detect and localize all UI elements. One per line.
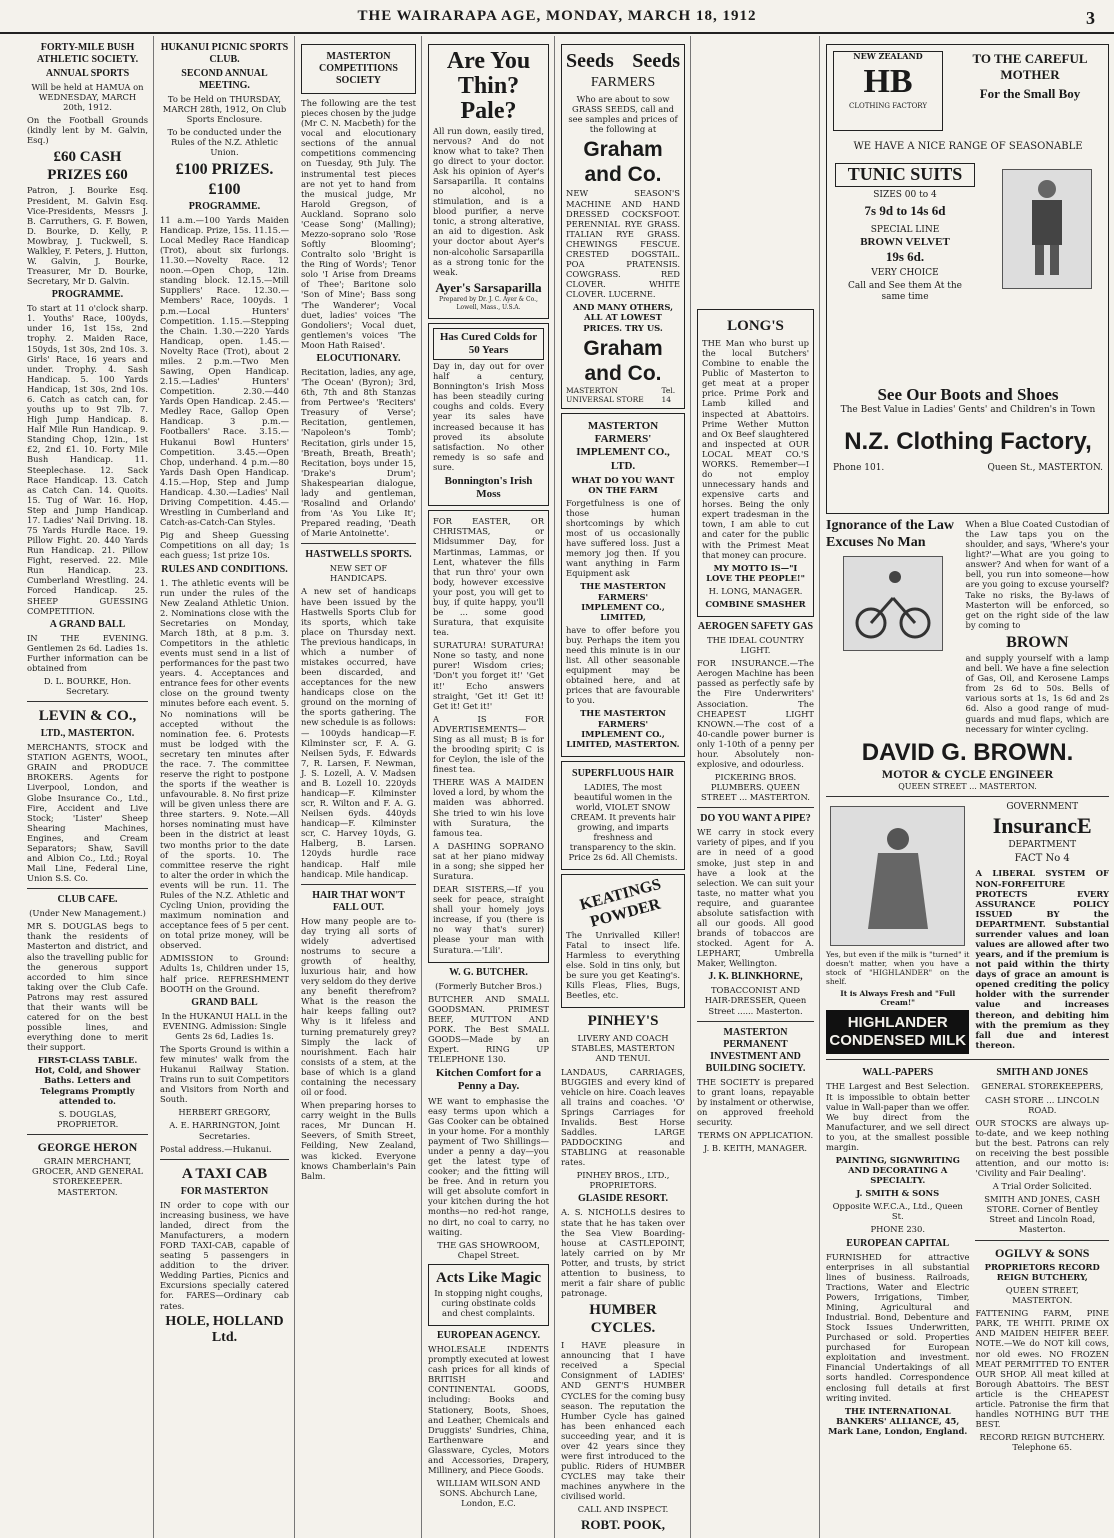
tunic-sizes: SIZES 00 to 4 [873,189,937,200]
graham-tel: Tel. 14 [661,385,676,404]
hukanui-prize: £100 PRIZES. £100 [175,161,274,198]
elocution-title: ELOCUTIONARY. [316,352,401,364]
cyclist-illustration [843,556,943,651]
column-1 [22,36,154,1538]
gas-body: WE want to emphasise the easy terms upon which a Gas Cooker can be obtained in your home. For a monthly payment of Two Shillings—under a penny a day—you get the latest type of cooker; and the fitting will be free. And in return you will get absolute comfort in your kitchen during the hot months—no red-hot range, no dirt, no coal to carry, no waiting. [428,1095,549,1237]
gas-sign: THE GAS SHOWROOM, Chapel Street. [437,1239,540,1260]
long-combine: COMBINE SMASHER [705,598,806,609]
tunic-price: 7s 9d to 14s 6d [864,203,946,219]
smith-body: OUR STOCKS are always up-to-date, and we keep nothing but the best. Patrons can rely on receiving the best possible attention, and our motto is: 'Civility and Fair Dealing'. [975,1117,1109,1179]
smith-sign: SMITH AND JONES, CASH STORE. Corner of Bentley Street and Lincoln Road, Masterton. [984,1194,1101,1235]
humber-title: HUMBER CYCLES. [589,1302,657,1337]
building-society-terms: TERMS ON APPLICATION. [697,1130,814,1140]
pinhey-title: PINHEY'S [587,1013,659,1030]
smith-title: SMITH AND JONES [996,1067,1089,1079]
glaside-title: GLASIDE RESORT. [577,1193,669,1205]
humber-sign: ROBT. POOK, [581,1517,665,1533]
brown-velvet: BROWN VELVET [860,235,950,248]
ayer-body: All run down, easily tired, nervous? And do not know what to take? Then go direct to your doctor. Ask his opinion of Ayer's Sarsaparilla. It contains no alcohol, no stimulation, and is a blood purifier, a nerve tonic, a strong alterative, an aid to digestion. Ask your doctor about Ayer's non-alcoholic Sarsaparilla as a strong tonic for the weak. [433,125,544,277]
keatings-title: KEATINGS POWDER [578,876,663,932]
hukanui-admission: ADMISSION to Ground: Adults 1s, Children under 15, half price. REFRESHMENT BOOTH on the Ground. [160,953,289,994]
levin-body: MERCHANTS, STOCK and STATION AGENTS, WOOL, GRAIN and PRODUCE BROKERS. Agents for Liverpool, London, and Globe Insurance Co., Ltd., Fire, Accident and Live Stock; 'Lister' Sheep Shearing Machines, Engines, and Cream Separators; Shaw, Savill and Albion Co., Ltd.; Royal Mail Line, Federal Line, Union S.S. Co. [27,742,148,884]
column-3 [296,36,422,1538]
divider [27,1134,148,1135]
blinkhorne-title: J. K. BLINKHORNE, [708,971,803,983]
hastwells-body: A new set of handicaps have been issued by the Hastwells Sports Club for its sports, which take place on Thursday next. The previous handicaps, in which a number of mistakes occurred, have been discarded, and acceptances for the new handicaps close on the ground on the morning of the sports gathering. The new schedule is as follows:— 100yds handicap—F. Kilminster scr, F. A. G. Neilsen 5yds, F. Edwards 7, R. Larsen, F. Newman, J. S. Lozell, A. V. Madsen and B. Lozell 10. 220yds handicap—F. Kilminster scr, R. Wilton and F. A. G. Neilsen 6yds. 440yds handicap—F. Kilminster scr, C. Harvey 10yds, G. Halberg, B. Larsen. 120yds hurdle race handicap. Half mile handicap. Mile handicap. [301,586,416,879]
boots-sub: The Best Value in Ladies' Gents' and Children's in Town [840,405,1096,416]
pipe-title: DO YOU WANT A PIPE? [700,813,811,825]
magic-body: In stopping night coughs, curing obstinate colds and chest complaints. [434,1287,543,1318]
pinhey-sign: PINHEY BROS., LTD., PROPRIETORS. [576,1170,670,1191]
heron-body: GRAIN MERCHANT, GROCER, AND GENERAL STOREKEEPER. MASTERTON. [32,1156,143,1197]
ignorance-title: Ignorance of the Law Excuses No Man [826,518,954,550]
long-motto: MY MOTTO IS—"I LOVE THE PEOPLE!" [706,562,805,583]
divider [27,888,148,889]
woman-milk-icon [848,821,948,931]
building-society-sign: J. B. KEITH, MANAGER. [703,1143,808,1154]
hukanui-programme-title: PROGRAMME. [188,200,261,212]
advertisements-text: A IS FOR ADVERTISEMENTS—Sing as all must; B is for the brooding spirit; C is for Ceylon, the isle of the finest tea. [433,713,544,775]
levin-title: LEVIN & CO., [38,708,137,725]
long-title: LONG'S [727,318,784,334]
aerogen-body: FOR INSURANCE.—The Aerogen Machine has been passed as perfectly safe by the Fire Underwriters' Association. The CHEAPEST LIGHT KNOWN.—The cost of a 40-candle power burner is only 1-10th of a penny per hour. Absolutely non-explosive, and odourless. [697,658,814,769]
levin-sub: LTD., MASTERTON. [40,728,135,740]
athletic-officers: Patron, J. Bourke Esq. President, M. Galvin Esq. Vice-Presidents, Messrs J. B. Carruthers, G. F. Bowen, D. Bourke, D. Kelly, P. Mowbray, J. Tuckwell, S. Walkley, F. Peters, J. Hutton, W. Galvin, J. Bourke, Treasurer, Mr D. Bourke, Secretary, Mr D. Galvin. [27,185,148,287]
divider [697,1021,814,1022]
special-line: SPECIAL LINE [870,224,940,235]
brown-name: BROWN [1006,633,1069,651]
implement-sign: THE MASTERTON FARMERS' IMPLEMENT CO., LIMITED, MASTERTON. [566,708,680,749]
hukanui-programme: 11 a.m.—100 Yards Maiden Handicap. Prize, 15s. 11.15.—Local Medley Race Handicap (Trot), about six furlongs. 11.30.—Novelty Race. 12 noon.—Open Chop, 12in. standing block. 12.15.—Mill Suppliers' Race. 12.30.—Members' Race, 100yds. 1 p.m.—Local Hunters' Competition. 1.15.—Stepping the Chain. 1.30.—220 Yards Handicap, open. 1.45.—Novelty Race (Trot), about 2 miles. 2 p.m.—Two Men Sawing, Open Handicap. 2.15.—Ladies' Hunters' Competition. 2.30.—440 Yards Open Handicap. 2.45.—Medley Race, Gallop Open Handicap. 3 p.m.—Footballers' Race. 3.15.—Hukanui Bowl Hunters' Competition. 3.45.—Open Chop, underhand. 4 p.m.—80 Yards Dash Open Handicap. 4.15.—Hop, Step and Jump Handicap. 4.30.—Ladies' Nail Driving Competition. 4.45.—Wrestling in Cumberland and Catch-as-Catch-Can Styles. [160,214,289,528]
hukanui-sign2: A. E. HARRINGTON, Joint Secretaries. [169,1120,280,1141]
implement-tag: WHAT DO YOU WANT ON THE FARM [571,474,675,495]
ayer-headline: Are You Thin? Pale? [446,48,531,125]
agency-body: WHOLESALE INDENTS promptly executed at lowest cash prices for all kinds of BRITISH and CONTINENTAL GOODS, including: Books and Stationery, Boots, Shoes, and Leather, Chemicals and Druggists' Sundries, China, Earthenware and Glassware, Cycles, Motors and Accessories, Drapery, Millinery, and Piece Goods. [428,1344,549,1476]
euro-sign: THE INTERNATIONAL BANKERS' ALLIANCE, 45, Mark Lane, London, England. [828,1405,968,1436]
suratura-text: SURATURA! SURATURA! None so tasty, and none purer! Wisdom cries; 'Don't you forget it!' 'Get it!' Echo answers straight, 'Get it! Get it! Get it! Get it!' [433,640,544,711]
david-sub: MOTOR & CYCLE ENGINEER [881,767,1054,782]
implement-ask: THE MASTERTON FARMERS' IMPLEMENT CO., LIMITED, [580,581,666,622]
column-6 [692,36,820,1538]
highlander-caption: Yes, but even if the milk is "turned" it doesn't matter, when you have a stock of "HIGHLANDER" on the shelf. [826,950,970,987]
column-2 [155,36,295,1538]
athletic-prize: £60 CASH PRIZES £60 [47,149,128,184]
ogilvy-sign: RECORD REIGN BUTCHERY. Telephone 65. [979,1432,1106,1453]
butcher-sub: (Formerly Butcher Bros.) [435,980,542,991]
horses-body: When preparing horses to carry weight in the Bulls races, Mr Duncan H. Seevers, of Smith Street, Feilding, New Zealand, was kicked. Everyone knows Chamberlain's Pain Balm. [301,1100,416,1181]
humber-call: CALL AND INSPECT. [577,1504,669,1515]
magic-title: Acts Like Magic [436,1269,541,1286]
athletic-grounds: On the Football Grounds (kindly lent by M. Galvin, Esq.) [27,115,148,146]
divider [301,884,416,885]
factory-name: N.Z. Clothing Factory, [844,428,1092,456]
athletic-programme: To start at 11 o'clock sharp. 1. Youths' Race, 100yds, under 16, 1st 15s, 2nd trophy. 2. Maiden Race, 150yds, 1st 30s, 2nd 10s. 3. Girls' Race, 16 years and under. Trophy. 4. Sash Handicap. 5. 100 Yards Handicap, 1st 30s, 2nd 10s. 6. Catch as catch can, for youths up to 9st 7lb. 7. High Jump Handicap. 8. Half Mile Run Handicap. 9. Standing Chop, 12in., 1st £2, 2nd £1. 10. Forty Mile Bush Handicap. 11. Steeplechase. 12. Sack Race Handicap. 13. Catch as Catch Can. 14. Quoits. 15. Tug of War. 16. Hop, Step and Jump Handicap. 17. Ladies' Nail Driving. 18. 75 Yards Hurdle Race. 19. Pillow Fight. 20. 440 Yards Run Handicap. 21. Pillow Fight, reserved. 22. Mile Run Handicap. 23. Cumberland Wrestling. 24. Forced Handicap. 25. SHEEP GUESSING COMPETITION. [27,303,148,616]
newspaper-title: THE WAIRARAPA AGE, MONDAY, MARCH 18, 1912 [357,7,757,24]
club-table: FIRST-CLASS TABLE. Hot, Cold, and Shower Baths. Letters and Telegrams Promptly attended to. [34,1055,141,1106]
factory-phone: Phone 101. [833,462,885,473]
euro-title: EUROPEAN CAPITAL [846,1237,950,1249]
taxi-title: A TAXI CAB [181,1165,268,1182]
fact-title: FACT No 4 [1014,853,1070,865]
hastwells-sub: NEW SET OF HANDICAPS. [329,563,388,584]
competitions-body: The following are the test pieces chosen by the judge (Mr C. N. Macbeth) for the vocal and elocutionary sections of the annual competitions commencing on Tuesday, 9th July. The instrumental test pieces are not yet to hand from the musical judge, Mr Harold Gregson, of Auckland. Soprano solo 'Cease Song' (Malling); Mezzo-soprano solo 'Rose Softly Blooming'; Contralto solo 'Bright is the Ring of Words'; Tenor solo 'I Arise from Dreams of Thee'; Baritone solo 'Son of Mine'; Bass song 'The Wanderer'; Vocal duet, ladies' voices 'The Gondoliers'; Vocal duet, gentlemen's voices 'The Moon Hath Raised'. [301,98,416,350]
taxi-body: IN order to cope with our increasing business, we have landed, direct from the Manufacturers, a modern FORD TAXI-CAB, capable of seating 5 passengers in addition to the driver. Wedding Parties, Picnics and Excursions specially catered for. FARES—Ordinary cab rates. [160,1199,289,1311]
superfluous-hair-body: LADIES, The most beautiful women in the world, VIOLET SNOW CREAM. It prevents hair growing, and imparts freshness and transparency to the skin. Price 2s 6d. All Chemists. [568,781,678,863]
elocution-body: Recitation, ladies, any age, 'The Ocean' (Byron); 3rd, 6th, 7th and 8th Stanzas from Pertwee's 'Reciters' Treasury of Verse'; Recitation, gentlemen, 'Napoleon's Tomb'; Recitation, girls under 15, 'Breath, Breath, Breath'; Recitation, boys under 15, 'Drake's Drum'; Shakespearian dialogue, lady and gentleman, 'Rosalind and Orlando' from 'As You Like It'; Prepared reading, 'Death of Marie Antoinette'. [301,366,416,539]
highlander-ready: It is Always Fresh and "Full Cream!" [840,989,956,1008]
ayer-prep: Prepared by Dr. J. C. Ayer & Co., Lowell, Mass., U.S.A. [439,296,538,311]
divider [301,543,416,544]
athletic-sub: ANNUAL SPORTS [45,68,130,79]
graham-name-2: Graham and Co. [583,336,663,385]
bonnington-box: Has Cured Colds for 50 Years [433,328,544,360]
seeds-right: Seeds [632,50,680,72]
boots-title: See Our Boots and Shoes [877,385,1059,404]
bicycle-icon [853,563,933,643]
hukanui-conditions: 1. The athletic events will be run under the rules of the New Zealand Athletic Union. 2. Nominations close with the Secretaries on Monday, March 18th, at 8 p.m. 3. Competitors in the athletic events must send in a list of performances for the past two years. 4. Acceptances and entrance fees for other events close on the ground twenty minutes before each event. 5. No nominations will be accepted without the nomination fee. 6. Protests must be lodged with the secretary ten minutes after the race. 7. The committee reserve the right to postpone the sports if the weather is unfavourable. 8. No first prize will be given unless there are three starters. 9. Note.—All horses nominating must have been in the district at least two months prior to the date of the sports. 10. The committee reserve the right to alter the order in which the events will be run. 11. The Rules of the N.Z. Athletic and Cycling Union, providing the maximum nomination and acceptance fees of 5 per cent. on total prize money, will be observed. [160,577,289,951]
wall-phone: PHONE 230. [870,1224,925,1235]
athletic-sign: D. L. BOURKE, Hon. Secretary. [43,675,132,697]
building-society-title: MASTERTON PERMANENT INVESTMENT AND BUILDING SOCIETY. [705,1026,806,1074]
hukanui-title: HUKANUI PICNIC SPORTS CLUB. [160,42,289,65]
long-body: THE Man who burst up the local Butchers' Combine to enable the Public of Masterton to get meat at a proper price. Prime Pork and Lamb killed and inspected at Abattoirs. Prime Wether Mutton and Ox Beef slaughtered and inspected at OUR LOCAL MEAT CO.'S WORKS. Remember—I do not employ unnecessary hands and expensive carts and horses. Being the only expert tradesman in the town, I am able to cut and cater for the public with the Primest Meat that money can procure. [702,338,809,560]
hukanui-ground: The Sports Ground is within a few minutes' walk from the Hukanui Railway Station. Trains run to suit Competitors and Visitors from North and South. [160,1043,289,1105]
insurance-title: InsurancE [992,813,1092,839]
pipe-body: WE carry in stock every variety of pipes, and if you are in need of a good smoke, just step in and have a look at the selection. We can suit your taste, no matter what you require, and guarantee absolute satisfaction with all our goods. All good brands of tobaccos are stocked. Agent for A. LEPHART, Umbrella Maker, Wellington. [697,827,814,969]
athletic-date: Will be held at HAMUA on WEDNESDAY, MARCH 20th, 1912. [31,82,144,113]
hukanui-conditions-title: RULES AND CONDITIONS. [161,563,288,575]
divider [27,701,148,702]
highlander-logo: HIGHLANDER CONDENSED MILK [826,1010,969,1054]
dear-text: DEAR SISTERS,—If you seek for peace, straight shall your homely joys increase, if you (there is no way that's surer) please your man with Suratura.—'Lili'. [433,884,544,955]
pinhey-body: LANDAUS, CARRIAGES, BUGGIES and every kind of vehicle on hire. Coach leaves all trains and coaches. 'O' Springs Carriages for Invalids. Best Horse Saddles. LARGE PADDOCKING and STABLING at reasonable rates. [561,1066,686,1168]
agency-sign: WILLIAM WILSON AND SONS. Abchurch Lane, London, E.C. [436,1478,541,1509]
masthead [0,0,1114,34]
implement-title: MASTERTON FARMERS' IMPLEMENT CO., LTD. [576,419,670,472]
mother-sub: For the Small Boy [979,86,1081,102]
gas-title: Kitchen Comfort for a Penny a Day. [435,1067,542,1093]
hb-logo [833,51,943,131]
wall-sign: J. SMITH & SONS [856,1188,940,1199]
very-choice: VERY CHOICE [871,267,939,278]
competitions-title: MASTERTON COMPETITIONS SOCIETY [319,51,398,86]
hukanui-ball-title: GRAND BALL [191,996,258,1008]
hair-fall-title: HAIR THAT WON'T FALL OUT. [312,889,405,913]
mother-title: TO THE CAREFUL MOTHER [972,51,1088,82]
hb-letters: HB [863,62,913,100]
velvet-price: 19s 6d. [885,248,925,264]
hukanui-sub: SECOND ANNUAL MEETING. [181,68,268,91]
smith-trial: A Trial Order Solicited. [992,1181,1092,1192]
gov-body: A LIBERAL SYSTEM OF NON-FORFEITURE PROTECTS EVERY ASSURANCE POLICY ISSUED BY the DEPARTMENT. Substantial surrender values and loan values are allowed after two years, and if the premium is not paid within the thirty days of grace an amount is opened crediting the policy holder with the surrender value and increases thereon, and debiting him with the premium as they fall due and interest thereon. [975,868,1109,1050]
superfluous-hair-title: SUPERFLUOUS HAIR [572,767,674,779]
wall-trade: PAINTING, SIGNWRITING AND DECORATING A SPECIALTY. [835,1155,960,1186]
seeds-left: Seeds [566,50,614,72]
club-sub: (Under New Management.) [29,908,146,919]
smith-sub: GENERAL STOREKEEPERS, [981,1081,1104,1092]
dept-title: DEPARTMENT [1008,839,1077,850]
brown-body: and supply yourself with a lamp and bell. We have a fine selection of Gas, Oil, and Kerosene Lamps from 2s 6d to 50s. Bells of various sorts at 1s, 1s 6d and 2s 6d. Also a good range of mud-guards and mud flaps, which are necessary for winter cycling. [965,653,1109,734]
wall-addr: Opposite W.F.C.A., Ltd., Queen St. [832,1201,963,1222]
call-see: Call and See them At the same time [847,281,963,303]
hukanui-sign1: HERBERT GREGORY, [178,1107,271,1118]
nz-brand: NEW ZEALAND [853,51,923,61]
implement-body: Forgetfulness is one of those human shortcomings by which most of us occasionally have suffered loss. Just a memory jog then. If you want anything in Farm Equipment ask [566,497,680,579]
hole-holland: HOLE, HOLLAND Ltd. [165,1313,284,1346]
club-sign: S. DOUGLAS, PROPRIETOR. [56,1108,119,1129]
ogilvy-addr: QUEEN STREET, MASTERTON. [1005,1285,1079,1306]
pinhey-sub: LIVERY AND COACH STABLES, MASTERTON AND TENUI. [571,1033,675,1064]
column-4 [423,36,555,1538]
ogilvy-body: FATTENING FARM, PINE PARK, TE WHITI. PRIME OX AND MAIDEN HEIFER BEEF. NOTE.—We do NOT kill cows, nor old ewes. NO FROZEN MEAT PERMITTED TO ENTER OUR SHOP. All meat killed at Borough Abattoirs. The BEST article is the CHEAPEST article. Patronise the firm that handles NOTHING BUT THE BEST. [975,1308,1109,1430]
club-title: CLUB CAFE. [57,894,118,906]
smith-addr: CASH STORE ... LINCOLN ROAD. [985,1094,1100,1115]
hukanui-rules: To be conducted under the Rules of the N.Z. Athletic Union. [167,127,282,158]
hb-sub: CLOTHING FACTORY [849,102,927,111]
ignorance-body: When a Blue Coated Custodian of the Law taps you on the shoulder, and says, 'Where's your light?'—What are you going to answer? And when for want of a bell, you run into someone—how are you going to excuse yourself? Take no risks, the By-laws of Masterton will be enforced, so get on the right side of the law by coming to [965,519,1109,630]
page-number: 3 [1086,8,1096,28]
farmers-title: FARMERS [590,75,656,90]
tunic-title: TUNIC SUITS [835,163,975,187]
nicholls-body: A. S. NICHOLLS desires to state that he has taken over the Sea View Boarding-house at CASTLEPOINT, lately carried on by Mr Potter, and trusts, by strict attention to business, to merit a fair share of public patronage. [561,1207,685,1299]
hastwells-title: HASTWELLS SPORTS. [305,549,412,561]
boy-icon [1012,174,1082,284]
athletic-programme-title: PROGRAMME. [51,289,124,301]
boy-illustration [1002,169,1092,289]
divider [160,1159,289,1160]
wall-title: WALL-PAPERS [862,1067,934,1079]
gov-title: GOVERNMENT [1006,802,1079,813]
pickering: PICKERING BROS. PLUMBERS. QUEEN STREET ... MASTERTON. [701,772,810,803]
wall-body: THE Largest and Best Selection. It is impossible to obtain better value in Wall-paper than we offer. We buy direct from the Manufacturer, and we sell direct to you, at the smallest possible margin. [826,1081,970,1152]
implement-body-2: have to offer before you buy. Perhaps the item you need this minute is in our list. All other seasonable equipment may be obtained here, and at prices that are favourable to you. [566,624,680,706]
divider [826,796,1109,797]
column-7 [821,36,1114,1538]
bonnington-title: Bonnington's Irish Moss [444,474,533,501]
aerogen-title: AEROGEN SAFETY GAS [697,621,814,633]
divider [697,807,814,808]
euro-body: FURNISHED for attractive enterprises in all substantial lines of business. Railroads, Tractions, Water and Electric Powers, Irrigations, Timber, Mining, Agricultural and Industrial. Bond, Debenture and Stock Issues Underwritten, Purchased or sold. Properties purchased for European exploitation and investment. Financial Undertakings of all sorts handled. Correspondence enclosing full details at first writing invited. [826,1251,970,1403]
factory-street: Queen St., MASTERTON. [987,462,1103,473]
agency-title: EUROPEAN AGENCY. [437,1330,540,1342]
hair-fall-body: How many people are to-day trying all sorts of widely advertised nostrums to secure a growth of healthy, luxurious hair, and how very seldom do they derive any benefit therefrom? What is the reason the hair keeps falling out? Why is it lifeless and turning prematurely grey? Simply the lack of nourishment. Each hair consists of a stem, at the base of which is a gland containing the necessary oil or food. [301,915,416,1098]
ayer-title: Ayer's Sarsaparilla [435,279,542,295]
athletic-ball: IN THE EVENING. Gentlemen 2s 6d. Ladies 1s. Further information can be obtained from [27,632,148,673]
hukanui-postal: Postal address.—Hukanui. [160,1143,272,1154]
graham-name: Graham and Co. [583,138,663,187]
hukanui-pig: Pig and Sheep Guessing Competitions on all day; 1s each guess; 1st prize 10s. [160,530,289,561]
ogilvy-sub: PROPRIETORS RECORD REIGN BUTCHERY, [984,1261,1100,1283]
easter-text: FOR EASTER, OR CHRISTMAS, or Midsummer Day, for Martinmas, Lammas, or Lent, whatever the fills that run thro' your own body, however excessive your post, you will get to buy, if quite happy, you'll be ... some good Suratura, that exquisite tea. [433,516,544,638]
many-others: AND MANY OTHERS, ALL AT LOWEST PRICES. TRY US. [572,302,674,333]
ogilvy-title: OGILVY & SONS [994,1245,1090,1260]
divider [975,1240,1109,1241]
david-brown: DAVID G. BROWN. [861,738,1074,766]
butcher-title: W. G. BUTCHER. [449,966,528,978]
hukanui-ball: In the HUKANUI HALL in the EVENING. Admission: Single Gents 2s 6d, Ladies 1s. [161,1010,288,1041]
graham-intro: Who are about to sow GRASS SEEDS, call and see samples and prices of the following at [568,93,678,135]
david-addr: QUEEN STREET ... MASTERTON. [898,781,1037,791]
keatings-body: The Unrivalled Killer! Fatal to insect life. Harmless to everything else. Sold in tins only, but be sure you get Keating's. Kills Fleas, Flies, Bugs, Beetles, etc. [566,929,680,1001]
aerogen-sub: THE IDEAL COUNTRY LIGHT. [707,635,804,656]
athletic-title: FORTY-MILE BUSH ATHLETIC SOCIETY. [36,42,139,65]
athletic-ball-title: A GRAND BALL [49,618,126,630]
long-sign: H. LONG, MANAGER. [708,585,803,596]
taxi-sub: FOR MASTERTON [180,1185,269,1197]
graham-store: MASTERTON UNIVERSAL STORE [566,385,644,404]
blinkhorne-body: TOBACCONIST AND HAIR-DRESSER, Queen Street ...... Masterton. [704,985,807,1016]
hukanui-date: To be Held on THURSDAY, MARCH 28th, 1912, On Club Sports Enclosure. [162,94,287,125]
heron-title: GEORGE HERON [37,1139,138,1154]
butcher-body: BUTCHER AND SMALL GOODSMAN. PRIMEST BEEF, MUTTON AND PORK. The Best SMALL GOODS—Made by an Expert. RING UP TELEPHONE 130. [428,993,549,1065]
bonnington-body: Day in, day out for over half a century, Bonnington's Irish Moss has been steadily curing coughs and colds. Every year its sales have increased because it has proved its absolute satisfaction. No other remedy is so safe and sure. [433,361,544,472]
building-society-body: THE SOCIETY is prepared to grant loans, repayable by instalment or otherwise, on approved freehold security. [697,1076,814,1127]
humber-body: I HAVE pleasure in announcing that I have received a Special Consignment of LADIES' AND GENT'S HUMBER CYCLES for the coming busy season. The reputation the Humber Cycle has gained has been enhanced each succeeding year, and it is over 42 years since they were first introduced to the public. Riders of HUMBER CYCLES may take their machines anywhere in the civilised world. [561,1340,685,1502]
seed-list: NEW SEASON'S MACHINE AND HAND DRESSED COCKSFOOT. PERENNIAL RYE GRASS. ITALIAN RYE GRASS. CHEWINGS FESCUE. CRESTED DOGSTAIL. POA PRATENSIS. COWGRASS. RED CLOVER. WHITE CLOVER. LUCERNE. [566,188,680,300]
soprano-text: A DASHING SOPRANO sat at her piano midway in a song; she sipped her Suratura. [433,840,544,881]
divider [826,1059,1109,1060]
range-text: WE HAVE A NICE RANGE OF SEASONABLE [853,141,1083,152]
maiden-text: THERE WAS A MAIDEN loved a lord, by whom the maiden was abhorred. She tried to win his love with Suratura, the famous tea. [433,777,544,838]
milk-illustration [830,806,965,946]
column-5 [556,36,691,1538]
club-body: MR S. DOUGLAS begs to thank the residents of Masterton and district, and also the travelling public for the generous support accorded to him since taking over the Club Cafe. Patrons may rest assured that their wants will be catered for on the best possible lines, and everything done to merit their support. [27,921,148,1053]
